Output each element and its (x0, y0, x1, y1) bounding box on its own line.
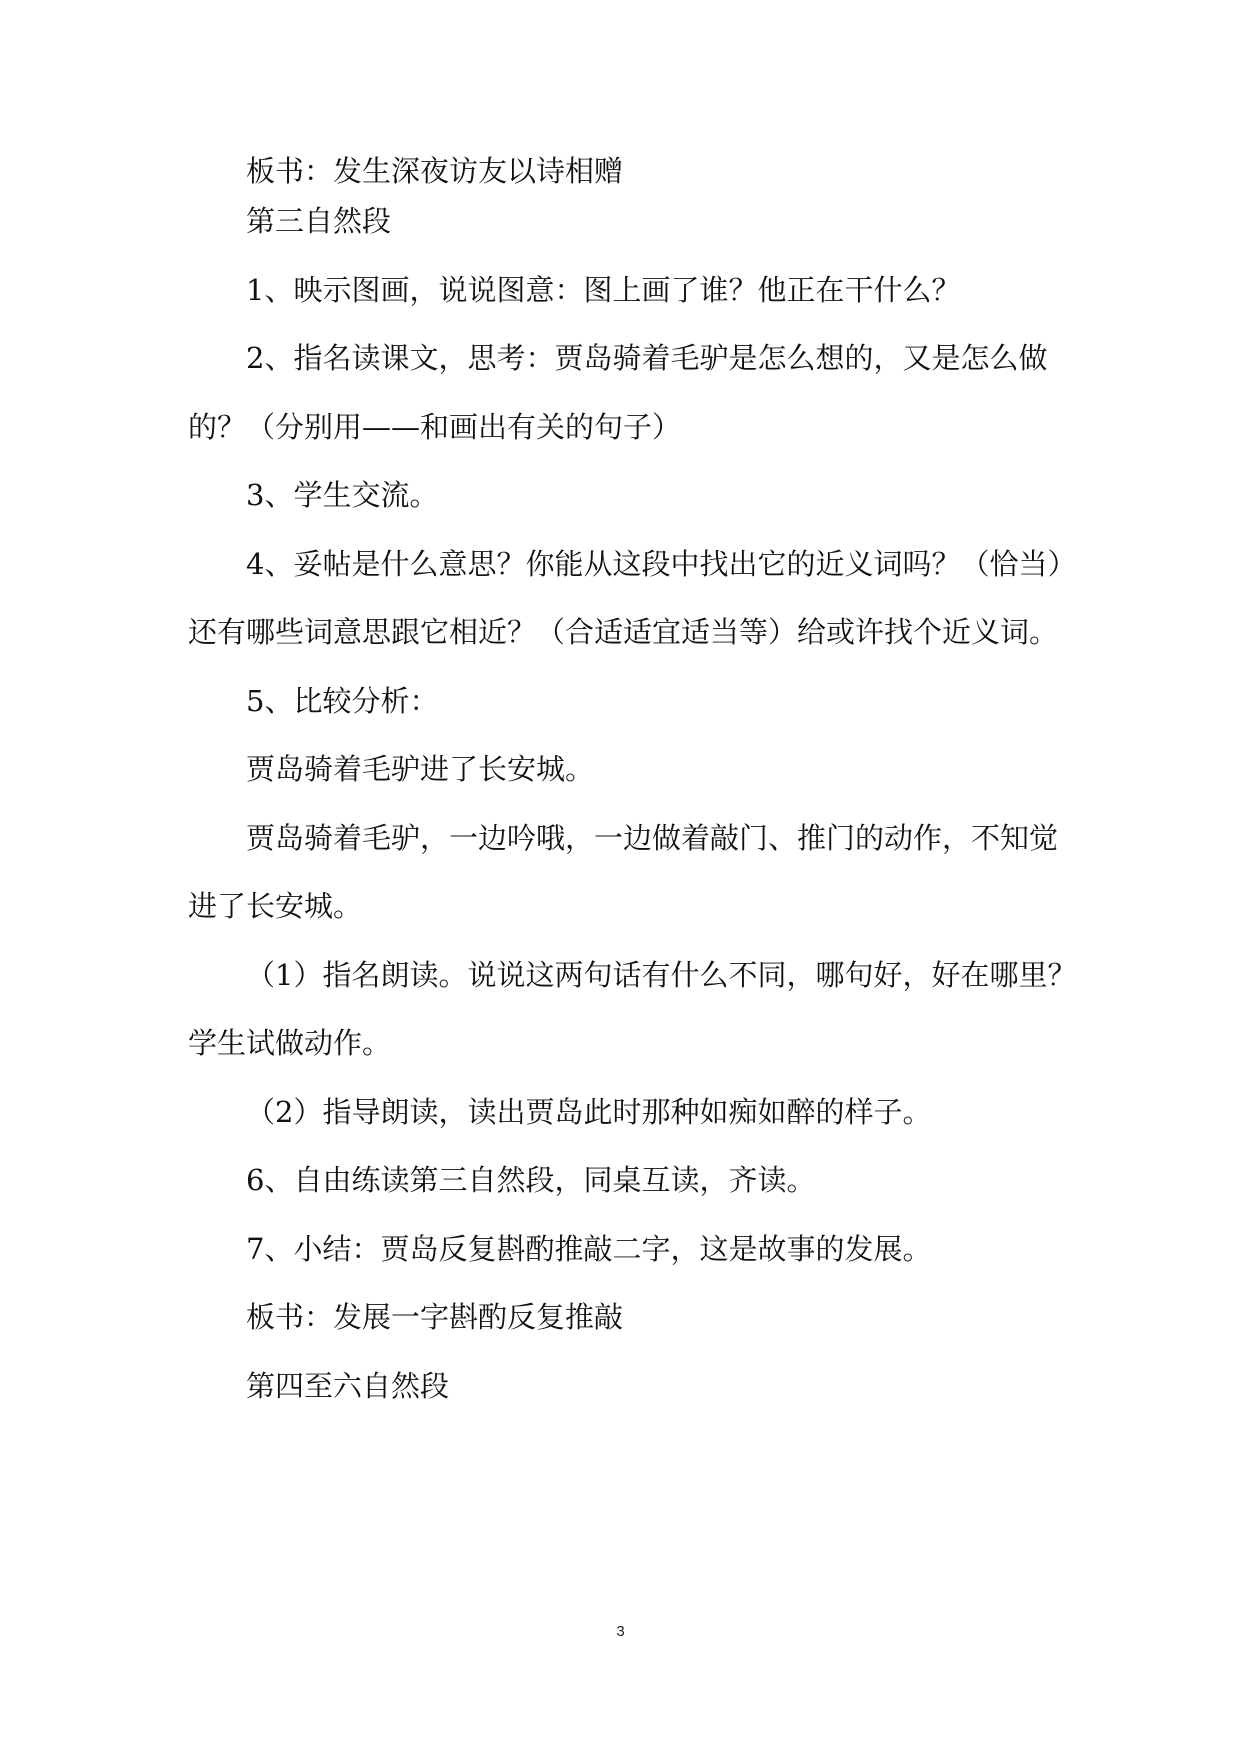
step-7-line: 7、小结：贾岛反复斟酌推敲二字，这是故事的发展。 (246, 1232, 932, 1266)
board-note-progress-line: 板书：发展一字斟酌反复推敲 (246, 1300, 624, 1334)
step-5-line: 5、比较分析： (246, 684, 439, 718)
section-heading-fourth-to-sixth: 第四至六自然段 (246, 1369, 450, 1403)
step-4-line: 4、妥帖是什么意思？你能从这段中找出它的近义词吗？（恰当） (246, 547, 1077, 581)
page-number: 3 (616, 1623, 625, 1640)
step-4-continuation: 还有哪些词意思跟它相近？（合适适宜适当等）给或许找个近义词。 (188, 615, 1059, 649)
step-3-line: 3、学生交流。 (246, 478, 439, 512)
board-note-development-line: 板书：发生深夜访友以诗相赠 (246, 154, 624, 188)
comparison-sentence-2: 贾岛骑着毛驴，一边吟哦，一边做着敲门、推门的动作，不知觉 (246, 821, 1059, 855)
substep-1-line: （1）指名朗读。说说这两句话有什么不同，哪句好，好在哪里？ (246, 958, 1077, 992)
substep-1-continuation: 学生试做动作。 (188, 1026, 392, 1060)
step-2-line: 2、指名读课文，思考：贾岛骑着毛驴是怎么想的，又是怎么做 (246, 341, 1048, 375)
step-2-continuation: 的？（分别用——和画出有关的句子） (188, 410, 682, 444)
substep-2-line: （2）指导朗读，读出贾岛此时那种如痴如醉的样子。 (246, 1095, 932, 1129)
comparison-sentence-2-continuation: 进了长安城。 (188, 889, 363, 923)
comparison-sentence-1: 贾岛骑着毛驴进了长安城。 (246, 752, 595, 786)
step-6-line: 6、自由练读第三自然段，同桌互读，齐读。 (246, 1163, 816, 1197)
step-1-line: 1、映示图画，说说图意：图上画了谁？他正在干什么？ (246, 273, 961, 307)
section-heading-third-paragraph: 第三自然段 (246, 204, 392, 238)
